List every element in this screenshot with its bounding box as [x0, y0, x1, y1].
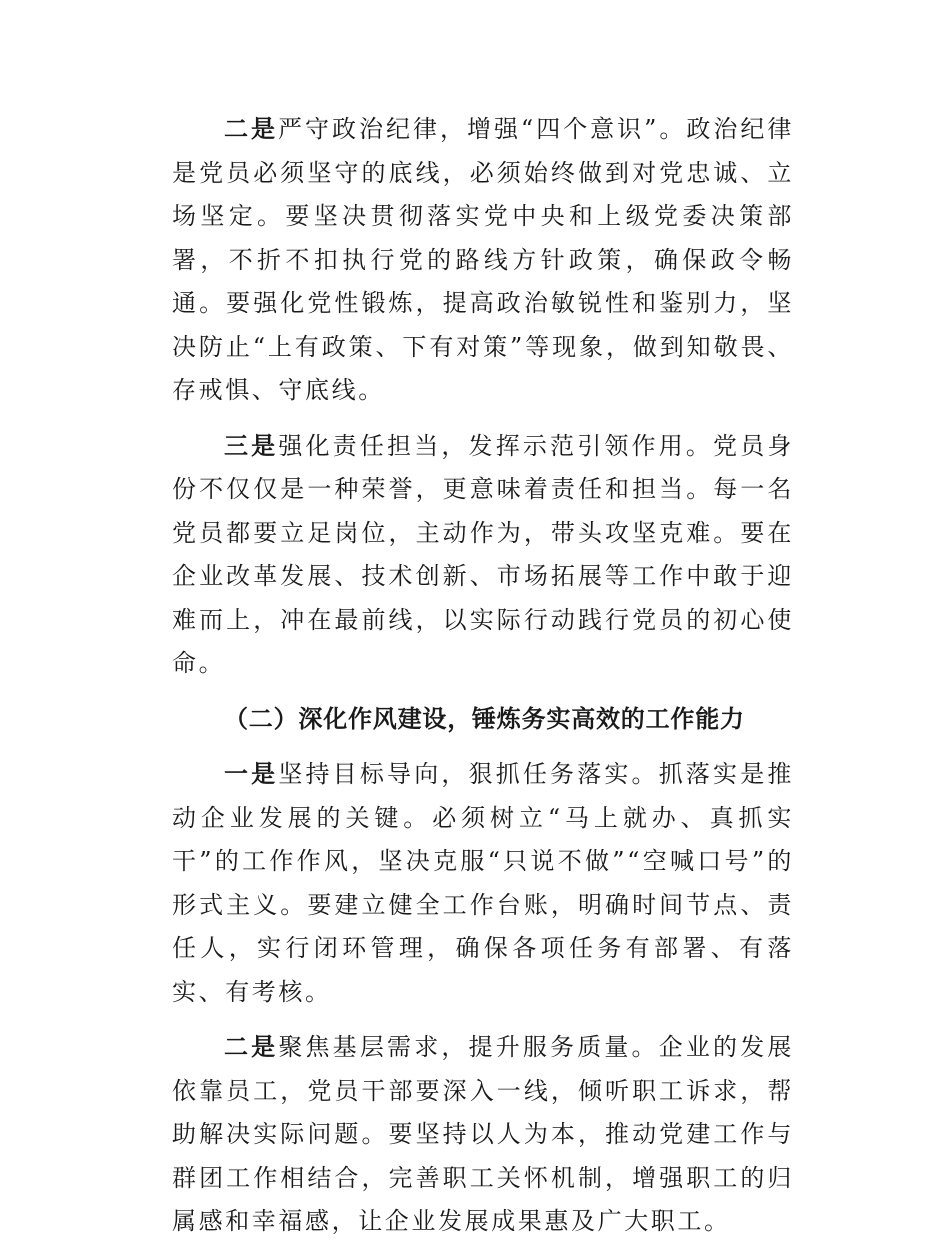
document-page [172, 108, 794, 1256]
paragraph-text: 坚持目标导向，狠抓任务落实。抓落实是推动企业发展的关键。必须树立“马上就办、真抓实干”的工作作风，坚决克服“只说不做”“空喊口号”的形式主义。要建立健全工作台账，明确时间节点、责任人，实行闭环管理，确保各项任务有部署、有落实、有考核。 [172, 760, 794, 1006]
paragraph-responsibility [172, 425, 794, 686]
paragraph-text: 严守政治纪律，增强“四个意识”。政治纪律是党员必须坚守的底线，必须始终做到对党忠诚、立场坚定。要坚决贯彻落实党中央和上级党委决策部署，不折不扣执行党的路线方针政策，确保政令畅通。要强化党性锻炼，提高政治敏锐性和鉴别力，坚决防止“上有政策、下有对策”等现象，做到知敬畏、存戒惧、守底线。 [172, 115, 795, 404]
paragraph-text: 强化责任担当，发挥示范引领作用。党员身份不仅仅是一种荣誉，更意味着责任和担当。每一名党员都要立足岗位，主动作为，带头攻坚克难。要在企业改革发展、技术创新、市场拓展等工作中敢于迎难而上，冲在最前线，以实际行动践行党员的初心使命。 [172, 431, 794, 677]
paragraph-political-discipline [172, 108, 794, 413]
paragraph-service-quality [172, 1026, 794, 1244]
paragraph-lead: 二是 [224, 1033, 279, 1061]
section-heading: （二）深化作风建设，锤炼务实高效的工作能力 [224, 704, 745, 733]
paragraph-lead: 三是 [224, 431, 279, 460]
paragraph-lead: 一是 [224, 760, 279, 788]
paragraph-lead: 二是 [224, 115, 278, 143]
paragraph-goal-orientation [172, 753, 794, 1014]
paragraph-text: 聚焦基层需求，提升服务质量。企业的发展依靠员工，党员干部要深入一线，倾听职工诉求，帮助解决实际问题。要坚持以人为本，推动党建工作与群团工作相结合，完善职工关怀机制，增强职工的归属感和幸福感，让企业发展成果惠及广大职工。 [172, 1033, 794, 1235]
